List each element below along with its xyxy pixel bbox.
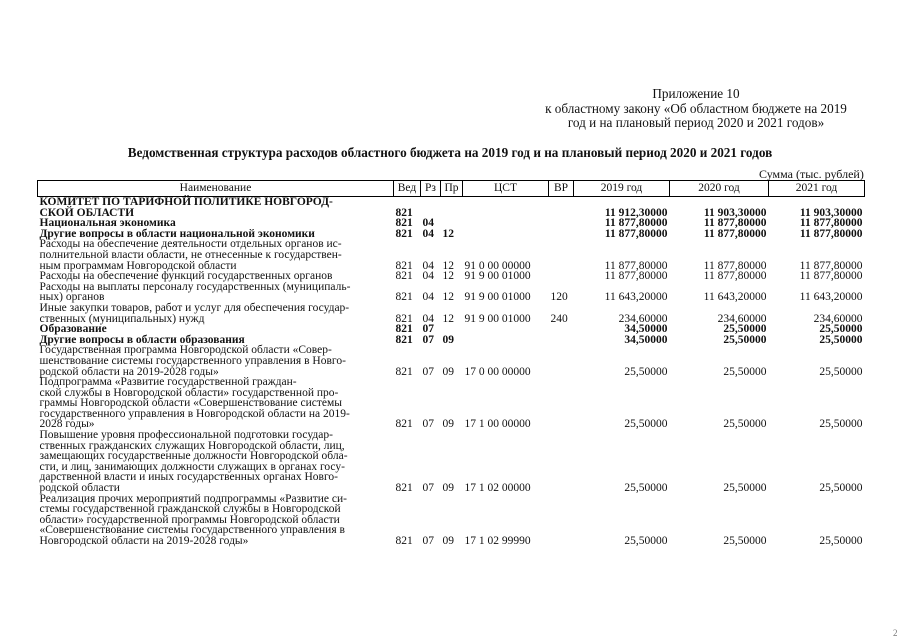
row-2019: 11 643,20000 bbox=[604, 291, 668, 304]
table-row bbox=[38, 430, 865, 494]
row-ved: 821 bbox=[395, 535, 413, 547]
row-ved: 821 bbox=[395, 365, 413, 378]
table-row bbox=[38, 377, 865, 430]
row-vr bbox=[549, 218, 574, 229]
row-2020: 11 877,80000 bbox=[703, 270, 767, 283]
row-2019: 11 877,80000 bbox=[604, 270, 668, 283]
row-name: Расходы на обеспечение деятельности отдельных органов ис- полнительной власти области, не отнесенные к государствен- ным программам Новгородской области bbox=[39, 238, 342, 272]
row-name: Повышение уровня профессиональной подготовки государ- ственных гражданских служащих Новгородской области, лиц, замещающих государственные должности Новгородской обла- сти, и лиц, занимающих должности служащих в органах госу- дарственной власти и иных государственных органах Новго- родской области bbox=[39, 429, 348, 495]
row-2020: 11 877,80000 bbox=[703, 217, 767, 230]
row-ved: 821 bbox=[395, 259, 413, 272]
row-2019: 11 877,80000 bbox=[604, 259, 668, 272]
table-row bbox=[38, 345, 865, 377]
row-2019: 34,50000 bbox=[624, 333, 668, 346]
row-cst bbox=[463, 197, 549, 219]
row-cst: 91 0 00 00000 bbox=[464, 259, 531, 272]
header-2021: 2021 год bbox=[769, 181, 865, 197]
row-cst: 17 1 02 00000 bbox=[464, 482, 531, 495]
row-2021: 25,50000 bbox=[819, 365, 863, 378]
row-rz bbox=[421, 197, 441, 219]
row-2020: 234,60000 bbox=[717, 312, 767, 325]
row-2019: 11 877,80000 bbox=[604, 227, 668, 240]
row-rz: 07 bbox=[422, 482, 434, 495]
row-rz: 04 bbox=[422, 259, 434, 272]
row-ved: 821 bbox=[395, 323, 413, 336]
row-2021: 11 877,80000 bbox=[799, 227, 863, 240]
row-2020: 25,50000 bbox=[723, 418, 767, 431]
row-name: Другие вопросы в области национальной экономики bbox=[39, 227, 315, 240]
row-ved: 821 bbox=[395, 291, 413, 304]
row-ved: 821 bbox=[395, 482, 413, 495]
row-ved: 821 bbox=[395, 270, 413, 283]
table-row bbox=[38, 239, 865, 271]
row-2019: 25,50000 bbox=[624, 535, 668, 547]
row-vr bbox=[549, 324, 574, 335]
row-vr bbox=[549, 345, 574, 377]
row-2021: 25,50000 bbox=[819, 323, 863, 336]
row-pr: 12 bbox=[442, 227, 454, 240]
row-pr bbox=[441, 197, 463, 219]
row-pr: 09 bbox=[442, 535, 454, 547]
header-rz: Рз bbox=[421, 181, 441, 197]
row-cst: 91 9 00 01000 bbox=[464, 270, 531, 283]
row-vr bbox=[549, 229, 574, 240]
row-vr: 240 bbox=[550, 312, 568, 325]
appendix-note bbox=[516, 87, 876, 131]
row-2019: 25,50000 bbox=[624, 418, 668, 431]
row-rz: 04 bbox=[422, 227, 434, 240]
row-pr: 12 bbox=[442, 259, 454, 272]
row-vr bbox=[549, 494, 574, 547]
row-name: Государственная программа Новгородской области «Совер- шенствование системы государственного управления в Новго- родской области на 2019-2028 годы» bbox=[39, 344, 346, 378]
row-rz: 04 bbox=[422, 312, 434, 325]
row-rz: 07 bbox=[422, 323, 434, 336]
table-row bbox=[38, 303, 865, 324]
row-2020: 25,50000 bbox=[723, 323, 767, 336]
table-row bbox=[38, 282, 865, 303]
row-vr bbox=[549, 197, 574, 219]
document-title: Ведомственная структура расходов областного бюджета на 2019 год и на плановый период 2020 и 2021 годов bbox=[127, 145, 773, 160]
row-2020: 11 877,80000 bbox=[703, 259, 767, 272]
units-label: Сумма (тыс. рублей) bbox=[759, 167, 864, 181]
row-2020: 25,50000 bbox=[723, 333, 767, 346]
row-rz: 07 bbox=[422, 418, 434, 431]
row-ved: 821 bbox=[395, 312, 413, 325]
row-name: Подпрограмма «Развитие государственной граждан- ской службы в Новгородской области» государственной про- граммы Новгородской области «Совершенствование системы государственного управления в Новгородской области на 2019- 2028 годы» bbox=[39, 376, 350, 431]
row-pr: 12 bbox=[442, 270, 454, 283]
row-cst bbox=[463, 324, 549, 335]
header-ved: Вед bbox=[394, 181, 421, 197]
row-2021: 25,50000 bbox=[819, 333, 863, 346]
row-name: Национальная экономика bbox=[39, 217, 176, 230]
row-ved: 821 bbox=[395, 333, 413, 346]
appendix-number: Приложение 10 bbox=[652, 86, 740, 101]
row-2020: 11 877,80000 bbox=[703, 227, 767, 240]
table-row bbox=[38, 494, 865, 547]
row-vr bbox=[549, 430, 574, 494]
header-name: Наименование bbox=[38, 181, 394, 197]
table-header-row bbox=[38, 181, 865, 197]
row-pr: 09 bbox=[442, 365, 454, 378]
row-2020: 25,50000 bbox=[723, 365, 767, 378]
row-ved: 821 bbox=[395, 206, 413, 219]
row-vr: 120 bbox=[550, 291, 568, 304]
row-2021: 25,50000 bbox=[819, 482, 863, 495]
row-pr: 09 bbox=[442, 418, 454, 431]
row-2021: 25,50000 bbox=[819, 535, 863, 547]
header-cst: ЦСТ bbox=[463, 181, 549, 197]
row-vr bbox=[549, 335, 574, 346]
budget-table bbox=[37, 180, 865, 547]
row-2020: 25,50000 bbox=[723, 482, 767, 495]
header-2019: 2019 год bbox=[574, 181, 670, 197]
table-row bbox=[38, 197, 865, 219]
row-cst: 17 0 00 00000 bbox=[464, 365, 531, 378]
row-name: Иные закупки товаров, работ и услуг для обеспечения государ- ственных (муниципальных) нужд bbox=[39, 301, 350, 325]
row-pr: 12 bbox=[442, 291, 454, 304]
row-name: Расходы на обеспечение функций государственных органов bbox=[39, 270, 333, 283]
row-2021: 11 877,80000 bbox=[799, 217, 863, 230]
row-2019: 11 877,80000 bbox=[604, 217, 668, 230]
row-name: Образование bbox=[39, 323, 107, 336]
row-vr bbox=[549, 271, 574, 282]
row-2019: 234,60000 bbox=[618, 312, 668, 325]
row-cst: 91 9 00 01000 bbox=[464, 312, 531, 325]
row-cst bbox=[463, 229, 549, 240]
row-2021: 234,60000 bbox=[813, 312, 863, 325]
row-cst bbox=[463, 218, 549, 229]
row-rz: 04 bbox=[422, 270, 434, 283]
row-ved: 821 bbox=[395, 217, 413, 230]
row-2021: 11 877,80000 bbox=[799, 270, 863, 283]
row-2019: 25,50000 bbox=[624, 482, 668, 495]
row-vr bbox=[549, 377, 574, 430]
row-rz: 07 bbox=[422, 535, 434, 547]
row-name: КОМИТЕТ ПО ТАРИФНОЙ ПОЛИТИКЕ НОВГОРОД- СКОЙ ОБЛАСТИ bbox=[39, 196, 333, 219]
appendix-law-ref: к областному закону «Об областном бюджете на 2019 bbox=[545, 100, 847, 116]
row-rz: 04 bbox=[422, 291, 434, 304]
row-2019: 34,50000 bbox=[624, 323, 668, 336]
row-ved: 821 bbox=[395, 418, 413, 431]
row-pr: 12 bbox=[442, 312, 454, 325]
row-cst: 91 9 00 01000 bbox=[464, 291, 531, 304]
row-rz: 07 bbox=[422, 333, 434, 346]
header-2020: 2020 год bbox=[670, 181, 769, 197]
row-cst: 17 1 02 99990 bbox=[464, 535, 531, 547]
row-pr: 09 bbox=[442, 482, 454, 495]
header-vr: ВР bbox=[549, 181, 574, 197]
row-2021: 11 643,20000 bbox=[799, 291, 863, 304]
row-pr: 09 bbox=[442, 333, 454, 346]
row-name: Расходы на выплаты персоналу государственных (муниципаль- ных) органов bbox=[39, 280, 351, 304]
row-vr bbox=[549, 239, 574, 271]
row-2020: 25,50000 bbox=[723, 535, 767, 547]
header-pr: Пр bbox=[441, 181, 463, 197]
row-rz: 07 bbox=[422, 365, 434, 378]
row-2020: 11 643,20000 bbox=[703, 291, 767, 304]
row-2019: 11 912,30000 bbox=[604, 206, 668, 219]
page-mark: 2 bbox=[893, 628, 898, 638]
row-name: Реализация прочих мероприятий подпрограммы «Развитие си- стемы государственной гражданской службы в Новгородской области» государственной программы Новгородской области «Совершенствование системы государственного управления в Новгородской области на 2019-2028 годы» bbox=[39, 492, 347, 547]
row-ved: 821 bbox=[395, 227, 413, 240]
row-name: Другие вопросы в области образования bbox=[39, 333, 245, 346]
row-2019: 25,50000 bbox=[624, 365, 668, 378]
row-cst: 17 1 00 00000 bbox=[464, 418, 531, 431]
table-body bbox=[38, 197, 865, 547]
row-2021: 25,50000 bbox=[819, 418, 863, 431]
row-2020: 11 903,30000 bbox=[703, 206, 767, 219]
row-rz: 04 bbox=[422, 217, 434, 230]
row-2021: 11 877,80000 bbox=[799, 259, 863, 272]
row-2021: 11 903,30000 bbox=[799, 206, 863, 219]
row-cst bbox=[463, 335, 549, 346]
appendix-period: год и на плановый период 2020 и 2021 годов» bbox=[567, 115, 825, 130]
